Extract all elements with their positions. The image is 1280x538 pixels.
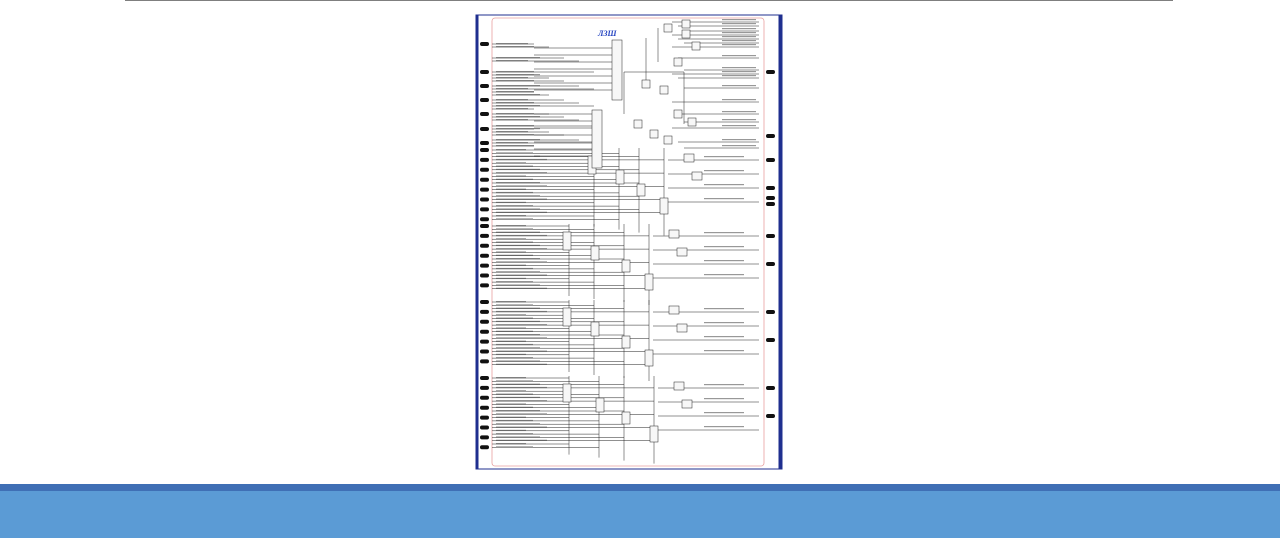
signal-label [496, 377, 526, 378]
signal-label [496, 179, 533, 180]
signal-label [704, 260, 744, 261]
block-layer [563, 20, 702, 442]
terminal-icon [480, 330, 489, 334]
terminal-icon [480, 359, 489, 363]
terminal-icon [766, 262, 775, 266]
signal-label [496, 314, 526, 315]
logic-block [612, 40, 622, 100]
logic-block [616, 170, 624, 184]
signal-label [496, 57, 540, 58]
logic-block [645, 274, 653, 290]
signal-label [496, 182, 540, 183]
signal-label [496, 271, 540, 272]
terminal-icon [480, 234, 489, 238]
signal-label [704, 350, 744, 351]
signal-label [704, 384, 744, 385]
signal-label [496, 278, 526, 279]
terminal-icon [480, 426, 489, 430]
logic-block [669, 230, 679, 238]
signal-label [496, 99, 528, 100]
logic-block [677, 324, 687, 332]
signal-label [496, 384, 540, 385]
signal-label [496, 354, 526, 355]
signal-label [496, 334, 540, 335]
signal-label [722, 23, 756, 24]
logic-block [660, 86, 668, 94]
signal-label [722, 40, 756, 41]
terminal-icon [766, 338, 775, 342]
logic-block [674, 58, 682, 66]
logic-block [634, 120, 642, 128]
signal-label [704, 412, 744, 413]
signal-label [496, 218, 533, 219]
logic-block [622, 336, 630, 348]
terminal-icon [766, 414, 775, 418]
signal-label [496, 248, 547, 249]
signal-label [722, 99, 756, 100]
signal-label [496, 357, 533, 358]
signal-label [496, 119, 528, 120]
logic-block [591, 246, 599, 260]
signal-label [496, 331, 533, 332]
logic-block [596, 398, 604, 412]
signal-label [496, 394, 533, 395]
signal-label [496, 195, 540, 196]
terminal-icon [480, 396, 489, 400]
terminal-icon [480, 406, 489, 410]
signal-label [704, 156, 744, 157]
terminal-icon [480, 178, 489, 182]
terminal-icon [766, 386, 775, 390]
logic-block [684, 154, 694, 162]
terminal-icon [480, 340, 489, 344]
signal-label [496, 131, 528, 132]
terminal-icon [480, 274, 489, 278]
signal-label [722, 85, 756, 86]
signal-label [496, 169, 540, 170]
signal-label [496, 156, 540, 157]
terminal-icon [480, 84, 489, 88]
signal-label [496, 102, 534, 103]
logic-block [563, 232, 571, 250]
signal-label [496, 440, 547, 441]
terminal-icon [480, 198, 489, 202]
signal-label [496, 208, 540, 209]
signal-label [496, 215, 526, 216]
signal-label [496, 80, 534, 81]
signal-label [496, 436, 540, 437]
signal-label [496, 199, 547, 200]
logic-block [622, 260, 630, 272]
terminal-icon [480, 445, 489, 449]
signal-label [496, 265, 526, 266]
signal-label [722, 67, 756, 68]
signal-label [722, 55, 756, 56]
signal-label [722, 145, 756, 146]
signal-label [496, 387, 547, 388]
logic-block [674, 382, 684, 390]
signal-label [496, 232, 540, 233]
signal-label [704, 184, 744, 185]
signal-label [496, 74, 540, 75]
signal-label [496, 166, 533, 167]
diagram-title: ЛЗШ [598, 29, 617, 38]
logic-block [642, 80, 650, 88]
terminal-icon [480, 300, 489, 304]
signal-label [496, 192, 533, 193]
signal-label [722, 32, 756, 33]
signal-label [722, 71, 756, 72]
logic-block [660, 198, 668, 214]
terminal-icon [480, 168, 489, 172]
signal-label [496, 321, 540, 322]
signal-label [496, 413, 547, 414]
signal-label [704, 274, 744, 275]
logic-block [682, 30, 690, 38]
signal-label [496, 162, 526, 163]
signal-label [496, 145, 534, 146]
signal-label [496, 105, 540, 106]
terminal-icon [480, 386, 489, 390]
logic-block [677, 248, 687, 256]
signal-label [496, 235, 547, 236]
signal-label [704, 170, 744, 171]
signal-label [704, 232, 744, 233]
signal-label [496, 407, 533, 408]
terminal-icon [480, 148, 489, 152]
signal-label [704, 246, 744, 247]
logic-block [669, 306, 679, 314]
logic-block [674, 110, 682, 118]
terminal-icon [766, 158, 775, 162]
signal-label [496, 251, 526, 252]
terminal-icon [480, 350, 489, 354]
signal-label [496, 175, 526, 176]
signal-label [496, 364, 547, 365]
signal-label [496, 430, 526, 431]
signal-label [496, 46, 534, 47]
signal-label [496, 116, 540, 117]
signal-label [496, 341, 526, 342]
terminal-icon [766, 186, 775, 190]
signal-label [704, 336, 744, 337]
signal-label [496, 152, 533, 153]
signal-label [496, 43, 528, 44]
terminal-icon [480, 254, 489, 258]
logic-block [650, 426, 658, 442]
signal-label [496, 202, 526, 203]
terminal-icon [480, 264, 489, 268]
terminal-icon [480, 112, 489, 116]
signal-label [496, 205, 533, 206]
logic-block [622, 412, 630, 424]
terminal-icon [766, 310, 775, 314]
terminal-icon [480, 207, 489, 211]
signal-label [496, 149, 526, 150]
signal-label [496, 281, 533, 282]
signal-label [496, 94, 540, 95]
terminal-icon [766, 70, 775, 74]
signal-label [496, 443, 526, 444]
signal-label [722, 36, 756, 37]
terminal-icon [480, 283, 489, 287]
signal-label [496, 255, 533, 256]
logic-block [692, 172, 702, 180]
signal-label [722, 125, 756, 126]
logic-diagram-svg [474, 14, 784, 470]
signal-label [496, 258, 540, 259]
terminal-icon [480, 217, 489, 221]
signal-label [722, 28, 756, 29]
signal-label [496, 403, 526, 404]
terminal-icon [480, 141, 489, 145]
terminal-icon [480, 376, 489, 380]
signal-label [496, 301, 526, 302]
signal-label [496, 427, 547, 428]
signal-label [496, 420, 533, 421]
terminal-icon [480, 224, 489, 228]
signal-label [496, 91, 534, 92]
logic-block [645, 350, 653, 366]
signal-label [496, 228, 533, 229]
signal-label [496, 397, 540, 398]
signal-label [496, 134, 534, 135]
signal-label [496, 113, 534, 114]
signal-label [722, 119, 756, 120]
terminal-icon [480, 42, 489, 46]
terminal-icon [480, 158, 489, 162]
terminal-icon [480, 244, 489, 248]
signal-label [722, 139, 756, 140]
signal-label [704, 322, 744, 323]
signal-label [496, 172, 547, 173]
logic-block [563, 384, 571, 402]
signal-label [722, 111, 756, 112]
signal-label [496, 417, 526, 418]
signal-label [496, 304, 533, 305]
signal-label [496, 225, 526, 226]
signal-label [496, 125, 534, 126]
terminal-icon [766, 196, 775, 200]
terminal-icon [480, 310, 489, 314]
signal-label [722, 44, 756, 45]
signal-label [496, 390, 526, 391]
signal-label [496, 261, 547, 262]
logic-block [591, 322, 599, 336]
signal-label [496, 360, 540, 361]
signal-label [704, 308, 744, 309]
signal-label [496, 380, 533, 381]
logic-block [563, 308, 571, 326]
signal-label [496, 212, 547, 213]
signal-label [496, 71, 534, 72]
terminal-icon [480, 188, 489, 192]
signal-label [496, 108, 528, 109]
signal-label [704, 198, 744, 199]
signal-label [496, 88, 528, 89]
logic-diagram [474, 14, 784, 470]
signal-label [496, 142, 528, 143]
logic-block [664, 136, 672, 144]
signal-label [496, 433, 533, 434]
signal-label [496, 337, 547, 338]
logic-block [692, 42, 700, 50]
signal-label [496, 344, 533, 345]
signal-label [496, 288, 547, 289]
signal-label [704, 398, 744, 399]
signal-label [496, 275, 547, 276]
signal-label [496, 311, 547, 312]
signal-label [496, 284, 540, 285]
logic-block [682, 20, 690, 28]
terminal-icon [480, 416, 489, 420]
signal-label [496, 60, 528, 61]
signal-label [496, 245, 540, 246]
footer-band [0, 484, 1280, 538]
terminal-icon [480, 98, 489, 102]
signal-label [496, 85, 540, 86]
signal-label [722, 75, 756, 76]
signal-label [496, 351, 547, 352]
signal-label [496, 347, 540, 348]
signal-label [496, 139, 540, 140]
signal-label [496, 410, 540, 411]
signal-label [496, 400, 547, 401]
logic-block [664, 24, 672, 32]
logic-block [637, 184, 645, 196]
signal-label [704, 426, 744, 427]
signal-label [496, 423, 540, 424]
logic-block [650, 130, 658, 138]
terminal-icon [766, 234, 775, 238]
signal-label [496, 128, 540, 129]
terminal-icon [766, 202, 775, 206]
signal-label [722, 19, 756, 20]
signal-label [496, 327, 526, 328]
signal-label [496, 77, 528, 78]
label-layer [496, 19, 756, 448]
top-rule [125, 0, 1173, 1]
terminal-icon [480, 70, 489, 74]
signal-label [496, 324, 547, 325]
signal-label [496, 189, 526, 190]
signal-label [496, 318, 533, 319]
logic-block [592, 110, 602, 168]
signal-label [496, 238, 526, 239]
signal-label [496, 308, 540, 309]
signal-label [496, 242, 533, 243]
terminal-icon [480, 320, 489, 324]
signal-label [496, 268, 533, 269]
logic-block [688, 118, 696, 126]
terminal-icon [480, 127, 489, 131]
signal-label [496, 446, 533, 447]
terminal-icon [766, 134, 775, 138]
signal-label [496, 159, 547, 160]
logic-block [682, 400, 692, 408]
signal-label [496, 185, 547, 186]
terminal-icon [480, 435, 489, 439]
